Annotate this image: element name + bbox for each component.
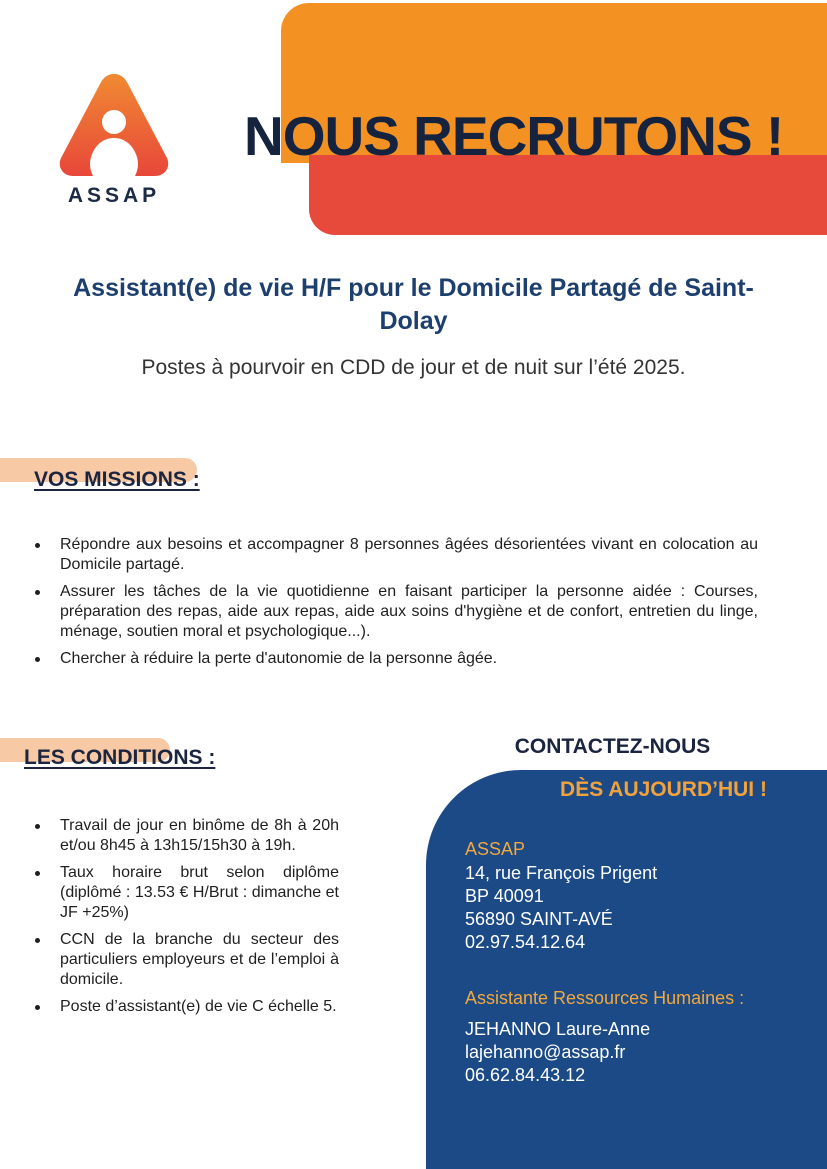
contact-heading: CONTACTEZ-NOUS: [514, 735, 711, 758]
contact-address: [465, 862, 657, 954]
list-item: Répondre aux besoins et accompagner 8 personnes âgées désorientées vivant en colocation au Domicile partagé.: [32, 535, 758, 575]
contact-panel: [426, 770, 827, 1169]
hr-phone[interactable]: 06.62.84.43.12: [465, 1065, 586, 1085]
address-line: 14, rue François Prigent: [465, 863, 658, 883]
logo-name: ASSAP: [67, 184, 161, 207]
conditions-list: [32, 816, 339, 1024]
hr-email-link[interactable]: lajehanno@assap.fr: [465, 1042, 626, 1062]
list-item: Chercher à réduire la perte d'autonomie de la personne âgée.: [32, 649, 758, 669]
list-item: Travail de jour en binôme de 8h à 20h et/ou 8h45 à 13h15/15h30 à 19h.: [32, 816, 339, 856]
job-subtitle: Postes à pourvoir en CDD de jour et de nuit sur l’été 2025.: [141, 356, 686, 379]
contact-subheading: DÈS AUJOURD’HUI !: [560, 778, 767, 801]
missions-list: [32, 535, 758, 676]
address-line: 56890 SAINT-AVÉ: [465, 909, 613, 929]
assap-logo-icon: [55, 70, 173, 180]
contact-phone[interactable]: 02.97.54.12.64: [465, 932, 586, 952]
list-item: Assurer les tâches de la vie quotidienne en faisant participer la personne aidée : Courses, préparation des repas, aide aux repas, aide aux soins d'hygiène et de confort, entretien du linge, ménage, soutien moral et psychologique...).: [32, 582, 758, 642]
job-title: Assistant(e) de vie H/F pour le Domicile Partagé de Saint-Dolay: [73, 274, 754, 335]
hr-name: JEHANNO Laure-Anne: [465, 1019, 651, 1039]
hr-contact: [465, 1018, 650, 1087]
conditions-heading: LES CONDITIONS :: [24, 746, 216, 769]
missions-heading: VOS MISSIONS :: [34, 468, 200, 491]
list-item: Poste d’assistant(e) de vie C échelle 5.: [32, 997, 339, 1017]
list-item: CCN de la branche du secteur des particuliers employeurs et de l’emploi à domicile.: [32, 930, 339, 990]
contact-org: ASSAP: [465, 839, 526, 859]
page-title: NOUS RECRUTONS !: [244, 105, 784, 167]
hr-label: Assistante Ressources Humaines :: [465, 988, 745, 1008]
address-line: BP 40091: [465, 886, 544, 906]
list-item: Taux horaire brut selon diplôme (diplômé : 13.53 € H/Brut : dimanche et JF +25%): [32, 863, 339, 923]
